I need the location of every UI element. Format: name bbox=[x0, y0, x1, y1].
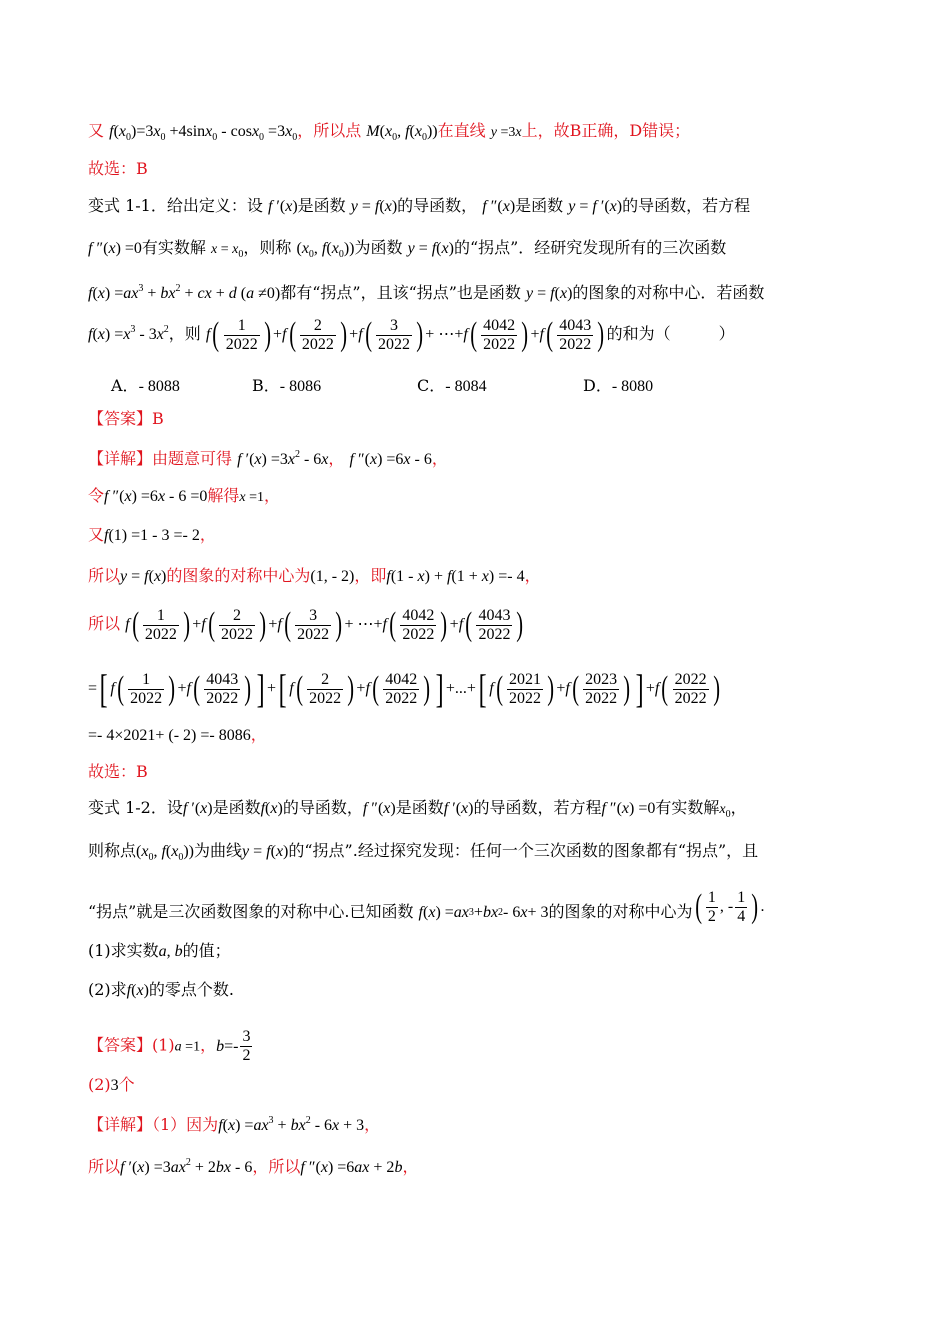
text: 【答案】(1) bbox=[88, 1035, 175, 1055]
math: y =3x bbox=[490, 125, 522, 140]
text: 为函数 bbox=[354, 238, 403, 257]
detail-line3: 又f(1) =1 - 3 =- 2， bbox=[88, 525, 216, 544]
text: D． bbox=[583, 376, 612, 395]
text: 在直线 bbox=[437, 121, 486, 140]
text: ， bbox=[200, 1035, 217, 1055]
text: 的图象的对称中心为 bbox=[548, 902, 693, 921]
text: 令 bbox=[88, 486, 105, 505]
text: 有实数解 bbox=[141, 238, 206, 257]
text: - 8088 bbox=[138, 378, 180, 395]
text: 是函数 bbox=[297, 196, 346, 215]
text: 的导函数， bbox=[397, 196, 478, 215]
text: 的和为（ ） bbox=[606, 324, 735, 343]
v11-line1: 变式 1-1．给出定义：设 f ′(x)是函数 y = f(x)的导函数， f ″(x)是函数 y = f ′(x)的导函数，若方程 bbox=[88, 196, 751, 215]
detail2-line2: 所以f $'(x) =3ax^2 + 2bx - 6$，所以f ″(x) =6ax + 2b， bbox=[88, 1157, 419, 1176]
text: (2)求 bbox=[88, 980, 127, 999]
answer2-line2: (2)3个 bbox=[88, 1075, 135, 1094]
text: 的“拐点”.经过探究发现：任何一个三次函数的图象都有“拐点”，且 bbox=[288, 841, 759, 860]
text: ，所以点 bbox=[297, 121, 362, 140]
option-b bbox=[252, 373, 321, 396]
text: 的图象的对称中心．若函数 bbox=[572, 283, 765, 302]
text: 的零点个数. bbox=[148, 980, 234, 999]
v12-line2: 则称点($x_0$, $f(x_0)$)为曲线y = f(x)的“拐点”.经过探究发现：任何一个三次函数的图象都有“拐点”，且 bbox=[88, 841, 759, 863]
detail-line1: 【详解】由题意可得 f $'(x) =3x^2 - 6x$， f ″(x) =6x - 6， bbox=[88, 449, 448, 468]
math: $M(x_0$, $f(x_0)$) bbox=[366, 123, 438, 143]
text: 的导函数，若方程 bbox=[473, 798, 602, 817]
text: B． bbox=[252, 376, 280, 395]
text: 的图象的对称中心为 bbox=[166, 566, 311, 585]
answer-line: 【答案】B bbox=[88, 409, 164, 428]
choice-line: 故选：B bbox=[88, 159, 148, 178]
v12-q2: (2)求f(x)的零点个数. bbox=[88, 980, 234, 999]
text: 所以 bbox=[88, 614, 121, 633]
option-c bbox=[417, 373, 487, 396]
text: 变式 1-2．设 bbox=[88, 798, 183, 817]
v12-q1: (1)求实数a, b的值； bbox=[88, 941, 231, 960]
detail-line4: 所以y = f(x)的图象的对称中心为(1, - 2)，即f(1 - x) + f(1 + x) =- 4， bbox=[88, 566, 541, 585]
text: 所以 bbox=[88, 1157, 121, 1176]
text: 解得 bbox=[207, 486, 240, 505]
detail-line5: 所以 f ( $\frac{1}{2022}$ ) + f ( $\frac{2}{2022}$ ) + f ( $\frac{3}{2022}$ ) + ⋯+ f ( $\frac{4042}{2022}$ ) + f ( $\frac{4043}{2022}$ ) bbox=[88, 606, 524, 643]
v11-line4: $f(x) =x^3 - 3x^2$，则 f ( $\frac{1}{2022}$ ) + f ( $\frac{2}{2022}$ ) + f ( $\frac{3}{2022}$ ) + ⋯+ f ( $\frac{4042}{2022}$ ) + f ( $\frac{4043}{2022}$ ) 的和为（ ） bbox=[88, 316, 735, 353]
text: “拐点”就是三次函数图象的对称中心.已知函数 bbox=[88, 902, 414, 921]
text: ，则称 bbox=[243, 238, 292, 257]
answer2-line1: 【答案】(1)a =1， b =- $\frac{3}{2}$ bbox=[88, 1028, 251, 1064]
detail-line6: = [ f ( $\frac{1}{2022}$ ) + f ( $\frac{4043}{2022}$ ) ] + [ f ( $\frac{2}{2022}$ ) + f ( $\frac{4042}{2022}$ ) ] +...+ [ f ( $\frac{2021}{2022}$ ) + f ( $\frac{2023}{2022}$ ) ] + f ( $\frac{2022}{2022}$ ) bbox=[88, 666, 720, 711]
text: A． bbox=[111, 376, 139, 395]
text: 【详解】由题意可得 bbox=[88, 449, 233, 468]
v12-line3: “拐点”就是三次函数图象的对称中心.已知函数 f ( x ) = ax 3 + bx 2 - 6 x + 3的图象的对称中心为 ( $\frac{1}{2}$ , - $\frac{1}{4}$ ) . bbox=[88, 888, 765, 925]
math: $f(x_0)=3x_0 +4\sin x_0 - \cos x_0 =3x_0$ bbox=[109, 123, 298, 143]
text: ，则 bbox=[168, 324, 201, 343]
text: 为曲线 bbox=[194, 841, 243, 860]
text: C． bbox=[417, 376, 446, 395]
text: 个 bbox=[118, 1075, 135, 1094]
text: 的值； bbox=[182, 941, 231, 960]
v12-line1: 变式 1-2．设f ′(x)是函数f(x)的导函数，f ″(x)是函数f ′(x)的导函数，若方程f ″(x) =0有实数解$x_0$， bbox=[88, 798, 747, 820]
v11-line3: $f(x) =ax^3 + bx^2$ + cx + d (a ≠0)都有“拐点”，且该“拐点”也是函数 y = f(x)的图象的对称中心．若函数 bbox=[88, 283, 765, 302]
text: 的导函数，若方程 bbox=[622, 196, 751, 215]
text: - 8086 bbox=[279, 378, 322, 395]
text: 都有“拐点”，且该“拐点”也是函数 bbox=[280, 283, 521, 302]
text: (1)求实数 bbox=[88, 941, 159, 960]
text: 所以 bbox=[268, 1157, 301, 1176]
text: 又 bbox=[88, 525, 105, 544]
text: 则称点 bbox=[88, 841, 137, 860]
text: 有实数解 bbox=[655, 798, 720, 817]
text: (2) bbox=[88, 1075, 111, 1094]
text: ，即 bbox=[354, 566, 387, 585]
detail-line2: 令f ″(x) =6x - 6 =0解得x =1， bbox=[88, 486, 281, 505]
text: 变式 1-1．给出定义：设 bbox=[88, 196, 263, 215]
text: 【详解】（1）因为 bbox=[88, 1115, 219, 1134]
v11-line2: f ″(x) =0有实数解 $x = x_0$，则称 ($x_0$, $f(x_0)$)为函数 y = f(x)的“拐点”．经研究发现所有的三次函数 bbox=[88, 238, 727, 260]
choice-line-2: 故选：B bbox=[88, 762, 148, 781]
text: - 8084 bbox=[445, 378, 487, 395]
option-d bbox=[583, 373, 653, 396]
detail2-line1: 【详解】（1）因为$f(x) =ax^3 + bx^2 - 6x + 3$， bbox=[88, 1115, 381, 1134]
text: 的“拐点”．经研究发现所有的三次函数 bbox=[453, 238, 727, 257]
option-a bbox=[111, 373, 180, 396]
text: 是函数 bbox=[395, 798, 444, 817]
text: 又 bbox=[88, 121, 105, 140]
text: - 8080 bbox=[611, 378, 654, 395]
text: 所以 bbox=[88, 566, 121, 585]
detail-line7: =- 4×2021+ (- 2) =- 8086， bbox=[88, 725, 267, 744]
text: 是函数 bbox=[212, 798, 261, 817]
text: 是函数 bbox=[515, 196, 564, 215]
text: 上，故B正确，D错误； bbox=[521, 121, 691, 140]
text: 的导函数， bbox=[282, 798, 363, 817]
line-conclusion bbox=[88, 120, 690, 149]
